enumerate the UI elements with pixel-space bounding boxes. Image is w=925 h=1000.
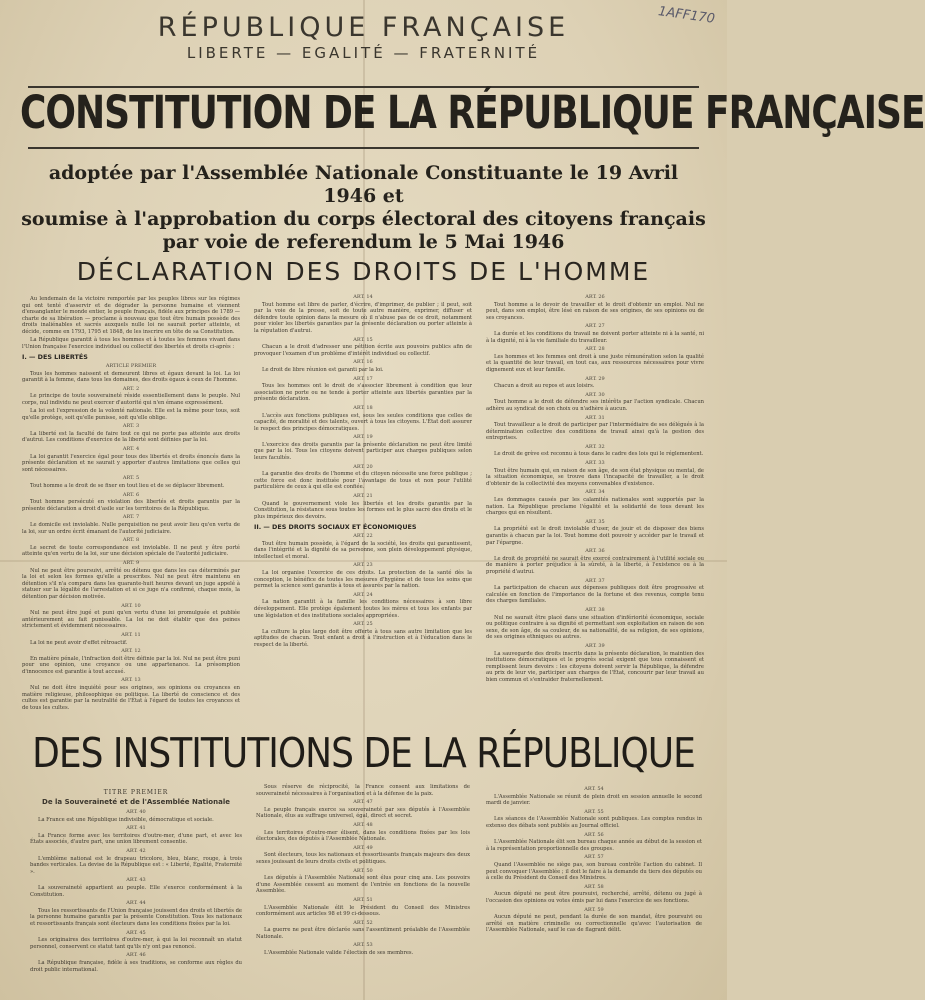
- article-text: Aucun député ne peut, pendant la durée de son mandat, être poursuivi ou arrêté en matière criminelle ou correctionnelle qu'avec l'autorisation de l'Assemblée Nationale, sauf le cas de flagrant délit.: [486, 914, 702, 934]
- section-heading: II. — DES DROITS SOCIAUX ET ÉCONOMIQUES: [254, 523, 417, 532]
- article-text: Nul ne peut être poursuivi, arrêté ou détenu que dans les cas déterminés par la loi et selon les formes qu'elle a prescrites. Nul ne peut être maintenu en détention s'il n'a comparu dans les quarante-huit heures devant un juge appelé à statuer sur la légalité de l'arrestation et si ce juge n'a confirmé, chaque mois, la détention par décision motivée.: [22, 567, 240, 600]
- article-label: ART. 7: [122, 514, 140, 521]
- declaration-column-2: [254, 292, 472, 721]
- titre-heading: De la Souveraineté et de l'Assemblée Nationale: [42, 797, 230, 806]
- declaration-title: DÉCLARATION DES DROITS DE L'HOMME: [76, 257, 651, 286]
- article-text: Sous réserve de réciprocité, la France consent aux limitations de souveraineté nécessaires à l'organisation et à la défense de la paix.: [256, 784, 470, 797]
- subtitle-line-2: soumise à l'approbation du corps électoral des citoyens français: [21, 208, 706, 230]
- article-text: Le peuple français exerce sa souveraineté par ses députés à l'Assemblée Nationale, élus au suffrage universel, égal, direct et secret.: [256, 806, 470, 820]
- article-text: La guerre ne peut être déclarée sans l'assentiment préalable de l'Assemblée Nationale.: [256, 927, 470, 940]
- preamble-paragraph: La République garantit à tous les hommes et à toutes les femmes vivant dans l'Union française l'exercice individuel ou collectif des libertés et droits ci-après :: [22, 337, 240, 350]
- article-text: Tout homme a le droit de se fixer en tout lieu et de se déplacer librement.: [30, 483, 225, 490]
- article-label: ART. 13: [121, 677, 141, 684]
- article-label: ART. 37: [585, 577, 605, 584]
- article-label: ART. 11: [121, 631, 141, 638]
- article-label: ART. 38: [585, 606, 605, 613]
- preamble-paragraph: Au lendemain de la victoire remportée par les peuples libres sur les régimes qui ont tenté d'asservir et de dégrader la personne humaine et viennent d'ensanglanter le monde entier, le peuple français, fidèle aux principes de 1789 — charte de sa libération — proclame à nouveau que tout être humain possède des droits inaliénables et sacrés auxquels nulle loi ne saurait porter atteinte, et décide, comme en 1793, 1795 et 1848, de les inscrire en tête de sa Constitution.: [22, 296, 240, 335]
- article-label: ART. 44: [126, 900, 146, 907]
- article-label: ARTICLE PREMIER: [105, 362, 157, 369]
- article-text: Tout être humain possède, à l'égard de la société, les droits qui garantissent, dans l'intégrité et la dignité de sa personne, son plein développement physique, intellectuel et moral.: [254, 540, 472, 560]
- article-label: ART. 21: [353, 493, 373, 500]
- article-text: L'emblème national est le drapeau tricolore, bleu, blanc, rouge, à trois bandes verticales. La devise de la République est : « Liberté, Égalité, Fraternité ».: [30, 855, 242, 875]
- institutions-title: DES INSTITUTIONS DE LA RÉPUBLIQUE: [32, 730, 695, 778]
- article-text: L'exercice des droits garantis par la présente déclaration ne peut être limité que par la loi. Tous les citoyens doivent participer aux charges publiques selon leurs facultés.: [254, 441, 472, 462]
- article-text: La liberté est la faculté de faire tout ce qui ne porte pas atteinte aux droits d'autrui. Les conditions d'exercice de la liberté sont définies par la loi.: [22, 430, 240, 444]
- article-text: Sont électeurs, tous les nationaux et ressortissants français majeurs des deux sexes jouissant de leurs droits civils et politiques.: [256, 852, 470, 865]
- declaration-column-3: [486, 292, 704, 721]
- article-label: ART. 14: [353, 294, 373, 300]
- article-label: ART. 41: [126, 825, 146, 832]
- article-text: Le droit de grève est reconnu à tous dans le cadre des lois qui le réglementent.: [494, 451, 704, 458]
- article-text: Chacun a le droit d'adresser une pétition écrite aux pouvoirs publics afin de provoquer l'examen d'un problème d'intérêt individuel ou collectif.: [254, 344, 472, 357]
- article-label: ART. 27: [585, 323, 605, 330]
- article-label: ART. 46: [126, 952, 146, 959]
- article-text: Tout travailleur a le droit de participer par l'intermédiaire de ses délégués à la détermination collective des conditions de travail ainsi qu'à la gestion des entreprises.: [486, 422, 704, 442]
- article-label: ART. 28: [585, 346, 605, 353]
- article-label: ART. 53: [353, 942, 373, 949]
- article-text: Les hommes et les femmes ont droit à une juste rémunération selon la qualité et la quantité de leur travail, en tout cas, aux ressources nécessaires pour vivre dignement eux et leur famille.: [486, 353, 704, 373]
- article-label: ART. 48: [353, 821, 373, 828]
- article-text: Quand le gouvernement viole les libertés et les droits garantis par la Constitution, la résistance sous toutes les formes est le plus sacré des droits et le plus impérieux des devoirs.: [254, 500, 472, 520]
- article-label: ART. 12: [121, 648, 141, 655]
- article-label: ART. 19: [353, 434, 373, 441]
- article-text: La loi garantit l'exercice égal pour tous des libertés et droits énoncés dans la présente déclaration et ne saurait y apporter d'autres limitations que celles qui sont nécessaires.: [22, 453, 240, 473]
- subtitle-line-1: adoptée par l'Assemblée Nationale Constituante le 19 Avril 1946 et: [48, 162, 679, 207]
- article-text: La France est une République indivisible, démocratique et sociale.: [38, 816, 214, 823]
- article-text: Le secret de toute correspondance est inviolable. Il ne peut y être porté atteinte qu'en vertu de la loi, sur une décision spéciale de l'autorité judiciaire.: [22, 544, 240, 558]
- article-text: Le droit de propriété ne saurait être exercé contrairement à l'utilité sociale ou de manière à porter préjudice à la sûreté, à la liberté, à l'existence ou à la propriété d'autrui.: [486, 555, 704, 575]
- institutions-column-3: [486, 784, 702, 995]
- article-label: ART. 47: [353, 799, 373, 806]
- article-text: Nul ne saurait être placé dans une situation d'infériorité économique, sociale ou politique contraire à sa dignité et permettant son exploitation en raison de son sexe, de son âge, de sa couleur, de sa nationalité, de sa religion, de ses opinions, de ses origines ethniques ou autres.: [486, 614, 704, 641]
- article-label: ART. 45: [126, 929, 146, 936]
- article-text: L'Assemblée Nationale élit le Président du Conseil des Ministres conformément aux articles 98 et 99 ci-dessous.: [256, 904, 470, 918]
- article-label: ART. 54: [584, 786, 604, 792]
- article-label: ART. 24: [353, 591, 373, 598]
- article-label: ART. 23: [353, 562, 373, 569]
- article-text: Tout homme persécuté en violation des libertés et droits garantis par la présente déclaration a droit d'asile sur les territoires de la République.: [22, 499, 240, 512]
- national-motto: LIBERTE — EGALITÉ — FRATERNITÉ: [186, 44, 541, 62]
- article-label: ART. 31: [585, 414, 605, 421]
- article-text: La souveraineté appartient au peuple. Elle s'exerce conformément à la Constitution.: [30, 885, 242, 898]
- article-label: ART. 16: [353, 359, 373, 366]
- article-label: ART. 58: [584, 883, 604, 890]
- institutions-column-2: [256, 784, 470, 995]
- article-label: ART. 34: [585, 489, 605, 496]
- article-text: La garantie des droits de l'homme et du citoyen nécessite une force publique ; cette force est donc instituée pour l'avantage de tous et non pour l'utilité particulière de ceux à qui elle est confiée.: [254, 471, 472, 491]
- article-label: ART. 5: [122, 475, 140, 482]
- article-text: Tout être humain qui, en raison de son âge, de son état physique ou mental, de la situation économique, se trouve dans l'incapacité de travailler, a le droit d'obtenir de la collectivité des moyens convenables d'existence.: [486, 467, 704, 487]
- article-label: ART. 57: [584, 854, 604, 861]
- titre-label: TITRE PREMIER: [103, 789, 169, 796]
- article-text: Chacun a droit au repos et aux loisirs.: [494, 383, 595, 390]
- article-text: L'Assemblée Nationale se réunit de plein droit en session annuelle le second mardi de janvier.: [486, 793, 702, 807]
- article-text: La durée et les conditions du travail ne doivent porter atteinte ni à la santé, ni à la dignité, ni à la vie familiale du travailleur.: [486, 330, 704, 344]
- archive-stamp: 1AFF170: [657, 4, 716, 27]
- article-text: Tout homme a le devoir de travailler et le droit d'obtenir un emploi. Nul ne peut, dans son emploi, être lésé en raison de ses origines, de ses opinions ou de ses croyances.: [486, 301, 704, 321]
- article-text: En matière pénale, l'infraction doit être définie par la loi. Nul ne peut être puni pour une opinion, une croyance ou une appartenance. La présomption d'innocence est garantie à tout accusé.: [22, 655, 240, 675]
- article-label: ART. 50: [353, 867, 373, 874]
- article-text: La loi ne peut avoir d'effet rétroactif.: [30, 639, 128, 646]
- article-label: ART. 22: [353, 533, 373, 539]
- article-label: ART. 4: [122, 446, 140, 453]
- article-text: La culture la plus large doit être offerte à tous sans autre limitation que les aptitudes de chacun. Tout enfant a droit à l'instruction et à l'éducation dans le respect de la liberté.: [254, 628, 472, 648]
- article-label: ART. 30: [585, 391, 605, 398]
- article-text: Tous les hommes naissent et demeurent libres et égaux devant la loi. La loi garantit à la femme, dans tous les domaines, des droits égaux à ceux de l'homme.: [22, 370, 240, 384]
- article-label: ART. 42: [126, 848, 146, 855]
- article-text: Nul ne peut être jugé et puni qu'en vertu d'une loi promulguée et publiée antérieurement au fait punissable. La loi ne doit établir que des peines strictement et évidemment nécessaires.: [22, 610, 240, 630]
- article-label: ART. 15: [353, 336, 373, 343]
- article-label: ART. 20: [353, 463, 373, 470]
- article-text: Tout homme est libre de parler, d'écrire, d'imprimer, de publier ; il peut, soit par la voie de la presse, soit de toute autre manière, exprimer, diffuser et défendre toute opinion dans la mesure où il n'abuse pas de ce droit, notamment pour violer les libertés garanties par la présente déclaration ou porter atteinte à la réputation d'autrui.: [254, 301, 472, 334]
- article-label: ART. 32: [585, 443, 605, 450]
- article-label: ART. 49: [353, 844, 373, 851]
- article-text: La sauvegarde des droits inscrits dans la présente déclaration, le maintien des institutions démocratiques et le progrès social exigent que tous connaissent et remplissent leurs devoirs : les citoyens doivent servir la République, la défendre au prix de leur vie, participer aux charges de l'État, concourir par leur travail au bien commun et s'entraider fraternellement.: [486, 650, 704, 683]
- article-label: ART. 6: [122, 491, 140, 498]
- article-text: La République française, fidèle à ses traditions, se conforme aux règles du droit public international.: [30, 959, 242, 973]
- article-text: Les députés à l'Assemblée Nationale sont élus pour cinq ans. Les pouvoirs d'une Assemblée cessent au moment de l'entrée en fonctions de la nouvelle Assemblée.: [256, 875, 470, 895]
- article-text: Le domicile est inviolable. Nulle perquisition ne peut avoir lieu qu'en vertu de la loi, sur un ordre écrit émanant de l'autorité judiciaire.: [22, 522, 240, 535]
- article-text: La France forme avec les territoires d'outre-mer, d'une part, et avec les États associés, d'autre part, une union librement consentie.: [30, 832, 242, 846]
- article-label: ART. 3: [122, 423, 140, 430]
- article-text: La loi organise l'exercice de ces droits. La protection de la santé dès la conception, le bénéfice de toutes les mesures d'hygiène et de tous les soins que permet la science sont garantis à tous et assurés par la nation.: [254, 569, 472, 590]
- article-text: Les originaires des territoires d'outre-mer, à qui la loi reconnaît un statut personnel, conservent ce statut tant qu'ils n'y ont pas renoncé.: [30, 937, 242, 950]
- article-text: Les dommages causés par les calamités nationales sont supportés par la nation. La République proclame l'égalité et la solidarité de tous devant les charges qui en résultent.: [486, 497, 704, 517]
- article-text: Tout homme a le droit de défendre ses intérêts par l'action syndicale. Chacun adhère au syndicat de son choix ou n'adhère à aucun.: [486, 399, 704, 412]
- article-label: ART. 18: [353, 404, 373, 411]
- article-text: Le principe de toute souveraineté réside essentiellement dans le peuple. Nul corps, nul individu ne peut exercer d'autorité qui n'en émane expressément.: [22, 393, 240, 406]
- article-text: Nul ne doit être inquiété pour ses origines, ses opinions ou croyances en matière religieuse, philosophique ou politique. La liberté de conscience et des cultes est garantie par la neutralité de l'État à l'égard de toutes les croyances et de tous les cultes.: [22, 685, 240, 711]
- article-text: La loi est l'expression de la volonté nationale. Elle est la même pour tous, soit qu'elle protège, soit qu'elle punisse, soit qu'elle oblige.: [22, 408, 240, 421]
- article-text: L'Assemblée Nationale élit son bureau chaque année au début de la session et à la représentation proportionnelle des groupes.: [486, 839, 702, 852]
- article-text: Quand l'Assemblée ne siège pas, son bureau contrôle l'action du cabinet. Il peut convoquer l'Assemblée ; il doit le faire à la demande du tiers des députés ou à celle du Président du Conseil des Ministres.: [486, 861, 702, 882]
- article-text: Aucun député ne peut être poursuivi, recherché, arrêté, détenu ou jugé à l'occasion des opinions ou votes émis par lui dans l'exercice de ses fonctions.: [486, 891, 702, 904]
- article-label: ART. 52: [353, 919, 373, 926]
- article-text: Les séances de l'Assemblée Nationale sont publiques. Les comptes rendus in extenso des débats sont publiés au Journal officiel.: [486, 816, 702, 829]
- republic-header: RÉPUBLIQUE FRANÇAISE: [157, 12, 570, 43]
- article-label: ART. 59: [584, 906, 604, 913]
- article-text: Le droit de libre réunion est garanti par la loi.: [262, 366, 384, 373]
- article-label: ART. 35: [585, 518, 605, 525]
- article-label: ART. 26: [585, 294, 605, 300]
- article-label: ART. 36: [585, 548, 605, 555]
- article-label: ART. 2: [122, 385, 140, 392]
- subtitle-line-3: par voie de referendum le 5 Mai 1946: [162, 231, 565, 253]
- title-bottom-rule: [28, 147, 699, 149]
- section-heading: I. — DES LIBERTÉS: [22, 353, 88, 362]
- article-text: Tous les hommes ont le droit de s'associer librement à condition que leur association ne porte ou ne tende à porter atteinte aux libertés garanties par la présente déclaration.: [254, 383, 472, 403]
- article-text: La propriété est le droit inviolable d'user, de jouir et de disposer des biens garantis à chacun par la loi. Tout homme doit pouvoir y accéder par le travail et par l'épargne.: [486, 526, 704, 546]
- article-text: Les territoires d'outre-mer élisent, dans les conditions fixées par les lois électorales, des députés à l'Assemblée Nationale.: [256, 829, 470, 843]
- subtitle: [20, 162, 707, 254]
- article-label: ART. 25: [353, 621, 373, 628]
- article-label: ART. 39: [585, 642, 605, 649]
- article-text: Tous les ressortissants de l'Union française jouissent des droits et libertés de la personne humaine garantis par la présente Constitution. Tous les nationaux et ressortissants français sont électeurs dans les conditions fixées par la loi.: [30, 907, 242, 927]
- article-label: ART. 56: [584, 831, 604, 838]
- article-label: ART. 8: [122, 537, 140, 544]
- article-label: ART. 55: [584, 808, 604, 815]
- declaration-column-1: [22, 296, 240, 721]
- article-text: L'Assemblée Nationale valide l'élection de ses membres.: [264, 950, 414, 957]
- main-title: CONSTITUTION DE LA RÉPUBLIQUE FRANÇAISE: [20, 88, 925, 140]
- article-label: ART. 51: [353, 896, 373, 903]
- article-label: ART. 40: [126, 809, 146, 816]
- article-text: La participation de chacun aux dépenses publiques doit être progressive et calculée en fonction de l'importance de la fortune et des revenus, compte tenu des charges familiales.: [486, 585, 704, 605]
- article-label: ART. 43: [126, 877, 146, 884]
- article-label: ART. 9: [122, 559, 140, 566]
- article-label: ART. 29: [585, 375, 605, 382]
- article-label: ART. 33: [585, 460, 605, 467]
- article-text: La nation garantit à la famille les conditions nécessaires à son libre développement. Elle protège également toutes les mères et tous les enfants par une législation et des institutions sociales appropriées.: [254, 599, 472, 619]
- institutions-column-1: [30, 790, 242, 995]
- article-label: ART. 17: [353, 375, 373, 382]
- article-text: L'accès aux fonctions publiques est, sous les seules conditions que celles de capacité, de moralité et des talents, ouvert à tous les citoyens. L'État doit assurer le respect des principes démocratiques.: [254, 412, 472, 432]
- article-label: ART. 10: [121, 602, 141, 609]
